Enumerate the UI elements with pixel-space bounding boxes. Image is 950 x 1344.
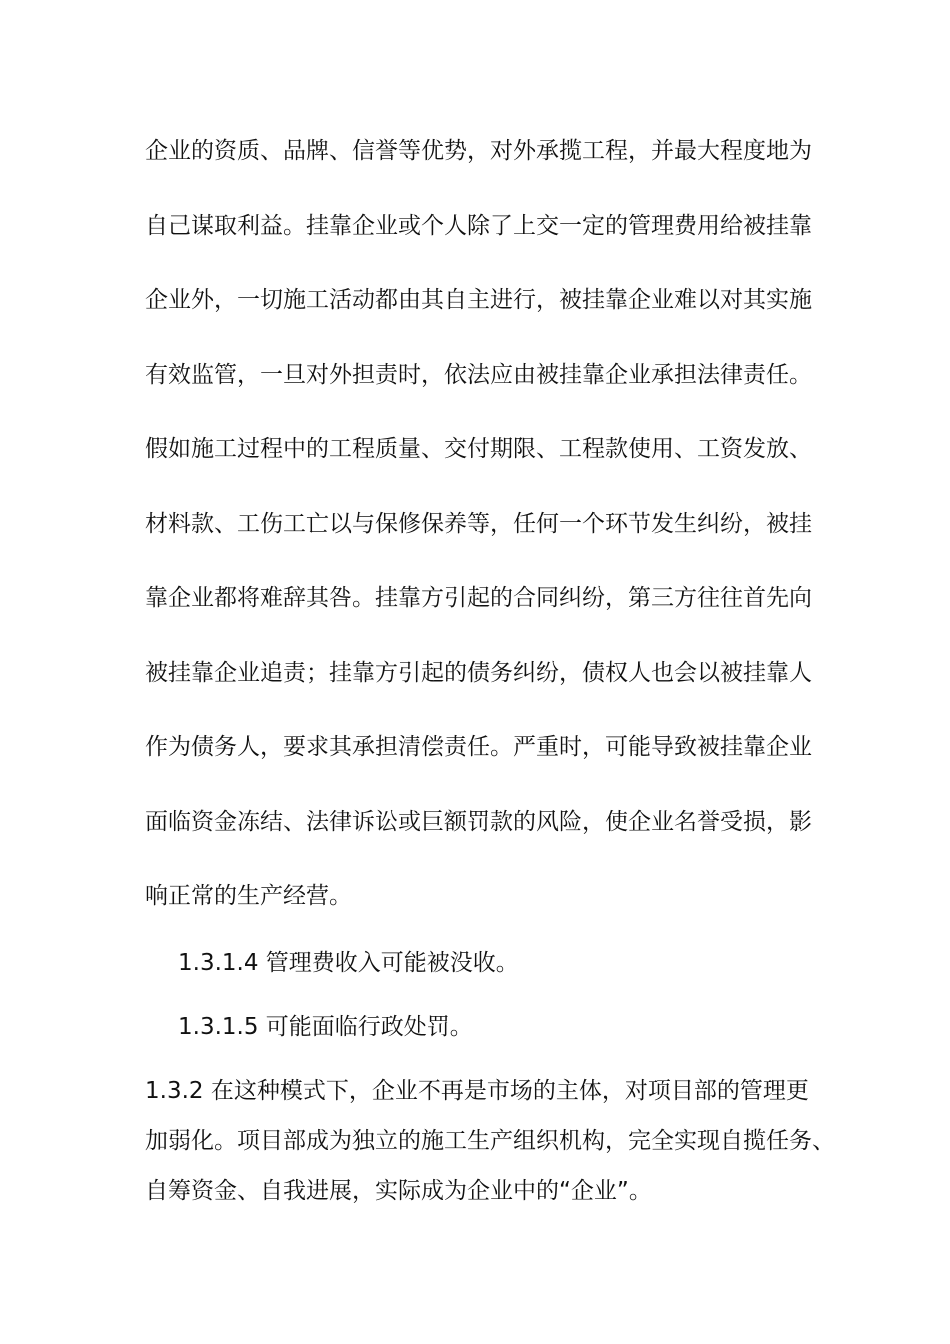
paragraph-line: 靠企业都将难辞其咎。挂靠方引起的合同纠纷，第三方往往首先向 [145, 585, 812, 611]
paragraph-line: 假如施工过程中的工程质量、交付期限、工程款使用、工资发放、 [145, 436, 812, 462]
paragraph-line: 面临资金冻结、法律诉讼或巨额罚款的风险，使企业名誉受损，影 [145, 809, 812, 835]
paragraph-line: 企业的资质、品牌、信誉等优势，对外承揽工程，并最大程度地为 [145, 138, 812, 164]
paragraph-line: 有效监管，一旦对外担责时，依法应由被挂靠企业承担法律责任。 [145, 362, 812, 388]
paragraph-line: 材料款、工伤工亡以与保修保养等，任何一个环节发生纠纷，被挂 [145, 511, 812, 537]
list-item-1314: 1.3.1.4 管理费收入可能被没收。 [178, 950, 519, 976]
list-item-1315: 1.3.1.5 可能面临行政处罚。 [178, 1014, 473, 1040]
section-line: 加弱化。项目部成为独立的施工生产组织机构，完全实现自揽任务、 [145, 1128, 835, 1154]
section-line: 1.3.2 在这种模式下，企业不再是市场的主体，对项目部的管理更 [145, 1078, 809, 1104]
paragraph-line: 作为债务人，要求其承担清偿责任。严重时，可能导致被挂靠企业 [145, 734, 812, 760]
paragraph-line: 自己谋取利益。挂靠企业或个人除了上交一定的管理费用给被挂靠 [145, 213, 812, 239]
section-line: 自筹资金、自我进展，实际成为企业中的“企业”。 [145, 1178, 652, 1204]
paragraph-line: 被挂靠企业追责；挂靠方引起的债务纠纷，债权人也会以被挂靠人 [145, 660, 812, 686]
paragraph-line: 响正常的生产经营。 [145, 883, 352, 909]
paragraph-line: 企业外，一切施工活动都由其自主进行，被挂靠企业难以对其实施 [145, 287, 812, 313]
